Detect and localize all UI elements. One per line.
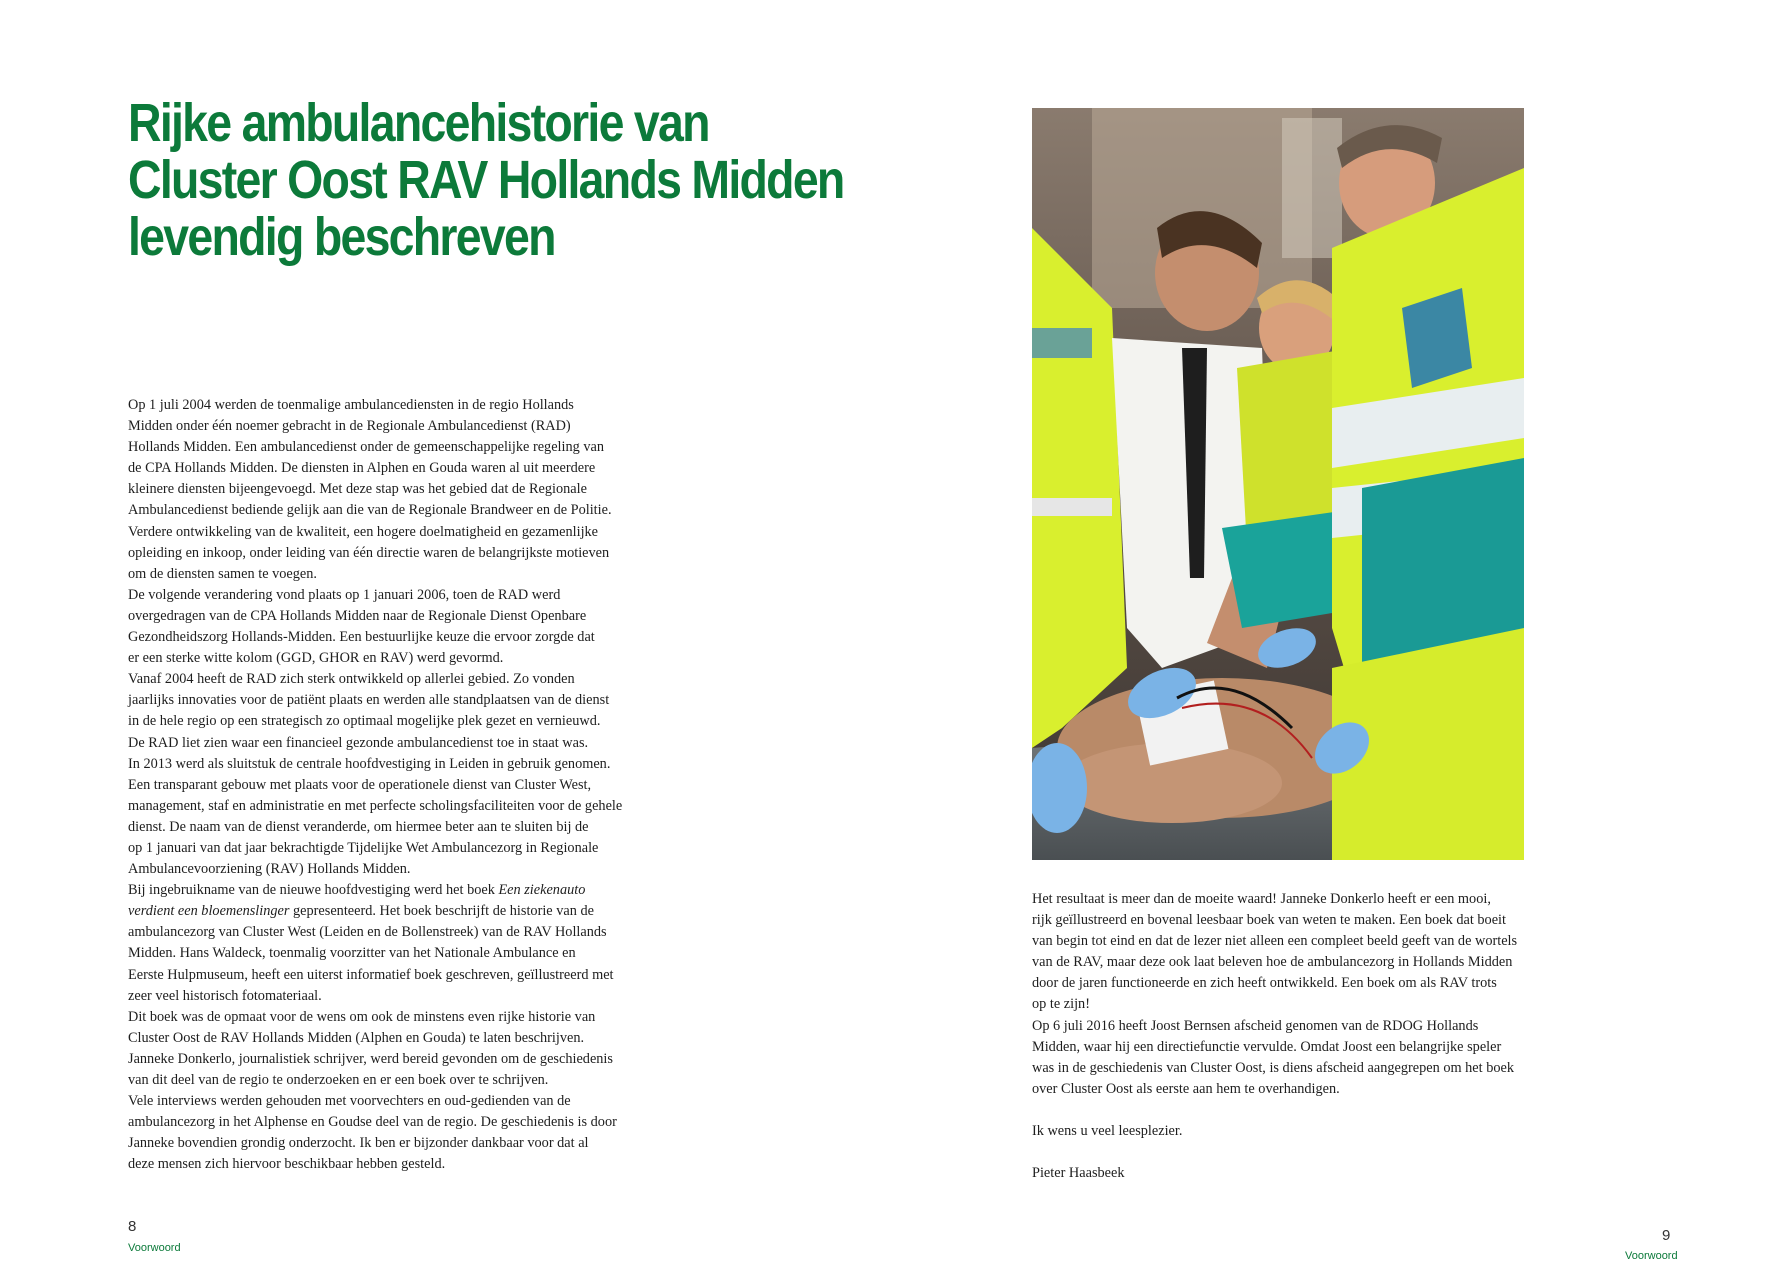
text-line: Vele interviews werden gehouden met voorvechters en oud-gedienden van de <box>128 1093 571 1110</box>
text-line-with-book-title <box>128 880 648 901</box>
text-line: op 1 januari van dat jaar bekrachtigde Tijdelijke Wet Ambulancezorg in Regionale <box>128 839 599 856</box>
text-line: in de hele regio op een strategisch zo optimaal mogelijke plek gezet en vernieuwd. <box>128 713 601 730</box>
signature: Pieter Haasbeek <box>1032 1165 1125 1182</box>
right-section-label: Voorwoord <box>1625 1250 1678 1262</box>
text-line: Midden onder één noemer gebracht in de Regionale Ambulancedienst (RAD) <box>128 418 571 435</box>
text-line: Cluster Oost de RAV Hollands Midden (Alphen en Gouda) te laten beschrijven. <box>128 1029 585 1046</box>
right-page-number: 9 <box>1662 1227 1671 1244</box>
text-fragment: Bij ingebruikname van de nieuwe hoofdvestiging werd het boek <box>128 882 499 899</box>
text-line: ambulancezorg in het Alphense en Goudse deel van de regio. De geschiedenis is door <box>128 1114 617 1131</box>
text-line: De RAD liet zien waar een financieel gezonde ambulancedienst toe in staat was. <box>128 734 589 751</box>
text-line: jaarlijks innovaties voor de patiënt plaats en werden alle standplaatsen van de dienst <box>128 692 610 709</box>
text-line: opleiding en inkoop, onder leiding van één directie waren de belangrijkste motieven <box>128 544 610 561</box>
left-page-number: 8 <box>128 1218 137 1235</box>
text-line: over Cluster Oost als eerste aan hem te overhandigen. <box>1032 1080 1340 1097</box>
article-title <box>128 93 844 267</box>
text-line: Verdere ontwikkeling van de kwaliteit, een hogere doelmatigheid en gezamenlijke <box>128 523 599 540</box>
text-line: Vanaf 2004 heeft de RAD zich sterk ontwikkeld op allerlei gebied. Zo vonden <box>128 671 575 688</box>
text-fragment: gepresenteerd. Het boek beschrijft de historie van de <box>289 903 594 920</box>
paragraph-gap <box>1032 1142 1552 1163</box>
text-line: door de jaren functioneerde en zich heeft ontwikkeld. Een boek om als RAV trots <box>1032 975 1497 992</box>
text-line: dienst. De naam van de dienst veranderde, om hiermee beter aan te sluiten bij de <box>128 818 589 835</box>
text-line: Midden. Hans Waldeck, toenmalig voorzitter van het Nationale Ambulance en <box>128 945 576 962</box>
text-line: Een transparant gebouw met plaats voor de operationele dienst van Cluster West, <box>128 776 592 793</box>
right-column-text <box>1032 889 1552 1184</box>
text-line: Hollands Midden. Een ambulancedienst onder de gemeenschappelijke regeling van <box>128 439 605 456</box>
title-line: levendig beschreven <box>128 207 555 267</box>
text-line: van de RAV, maar deze ook laat beleven hoe de ambulancezorg in Hollands Midden <box>1032 954 1513 971</box>
text-line: was in de geschiedenis van Cluster Oost, is diens afscheid aangegrepen om het boek <box>1032 1059 1514 1076</box>
text-line: er een sterke witte kolom (GGD, GHOR en RAV) werd gevormd. <box>128 650 504 667</box>
text-line: rijk geïllustreerd en bovenal leesbaar boek van weten te maken. Een boek dat boeit <box>1032 912 1506 929</box>
book-title: verdient een bloemenslinger <box>128 903 290 920</box>
text-line: Op 6 juli 2016 heeft Joost Bernsen afscheid genomen van de RDOG Hollands <box>1032 1017 1479 1034</box>
title-line: Rijke ambulancehistorie van <box>128 93 709 153</box>
ambulance-training-photo <box>1032 108 1524 860</box>
text-line-with-book-title <box>128 901 648 922</box>
text-line: Ambulancedienst bediende gelijk aan die van de Regionale Brandweer en de Politie. <box>128 502 612 519</box>
text-line: Ambulancevoorziening (RAV) Hollands Midden. <box>128 861 411 878</box>
title-line: Cluster Oost RAV Hollands Midden <box>128 150 844 210</box>
closing-line: Ik wens u veel leesplezier. <box>1032 1123 1183 1140</box>
text-line: kleinere diensten bijeengevoegd. Met deze stap was het gebied dat de Regionale <box>128 481 587 498</box>
text-line: Dit boek was de opmaat voor de wens om ook de minstens even rijke historie van <box>128 1008 596 1025</box>
text-line: Janneke bovendien grondig onderzocht. Ik ben er bijzonder dankbaar voor dat al <box>128 1135 589 1152</box>
text-line: deze mensen zich hiervoor beschikbaar hebben gesteld. <box>128 1156 446 1173</box>
text-line: op te zijn! <box>1032 996 1090 1013</box>
text-line: Midden, waar hij een directiefunctie vervulde. Omdat Joost een belangrijke speler <box>1032 1038 1502 1055</box>
text-line: management, staf en administratie en met perfecte scholingsfaciliteiten voor de gehele <box>128 797 623 814</box>
text-line: Op 1 juli 2004 werden de toenmalige ambulancediensten in de regio Hollands <box>128 397 574 413</box>
text-line: om de diensten samen te voegen. <box>128 565 317 582</box>
text-line: Eerste Hulpmuseum, heeft een uiterst informatief boek geschreven, geïllustreerd met <box>128 966 614 983</box>
text-line: Het resultaat is meer dan de moeite waard! Janneke Donkerlo heeft er een mooi, <box>1032 891 1491 907</box>
left-column-text <box>128 395 648 1175</box>
text-line: De volgende verandering vond plaats op 1 januari 2006, toen de RAD werd <box>128 586 561 603</box>
paragraph-gap <box>1032 1100 1552 1121</box>
text-line: van dit deel van de regio te onderzoeken en er een boek over te schrijven. <box>128 1072 549 1088</box>
book-title: Een ziekenauto <box>498 882 586 899</box>
text-line: Janneke Donkerlo, journalistiek schrijver, werd bereid gevonden om de geschiedenis <box>128 1050 613 1067</box>
text-line: overgedragen van de CPA Hollands Midden naar de Regionale Dienst Openbare <box>128 607 587 624</box>
text-line: van begin tot eind en dat de lezer niet alleen een compleet beeld geeft van de wortels <box>1032 933 1518 950</box>
text-line: de CPA Hollands Midden. De diensten in Alphen en Gouda waren al uit meerdere <box>128 460 596 477</box>
text-line: In 2013 werd als sluitstuk de centrale hoofdvestiging in Leiden in gebruik genomen. <box>128 755 611 772</box>
text-line: Gezondheidszorg Hollands-Midden. Een bestuurlijke keuze die ervoor zorgde dat <box>128 629 595 646</box>
left-section-label: Voorwoord <box>128 1242 181 1254</box>
text-line: ambulancezorg van Cluster West (Leiden en de Bollenstreek) van de RAV Hollands <box>128 924 607 941</box>
text-line: zeer veel historisch fotomateriaal. <box>128 987 322 1004</box>
